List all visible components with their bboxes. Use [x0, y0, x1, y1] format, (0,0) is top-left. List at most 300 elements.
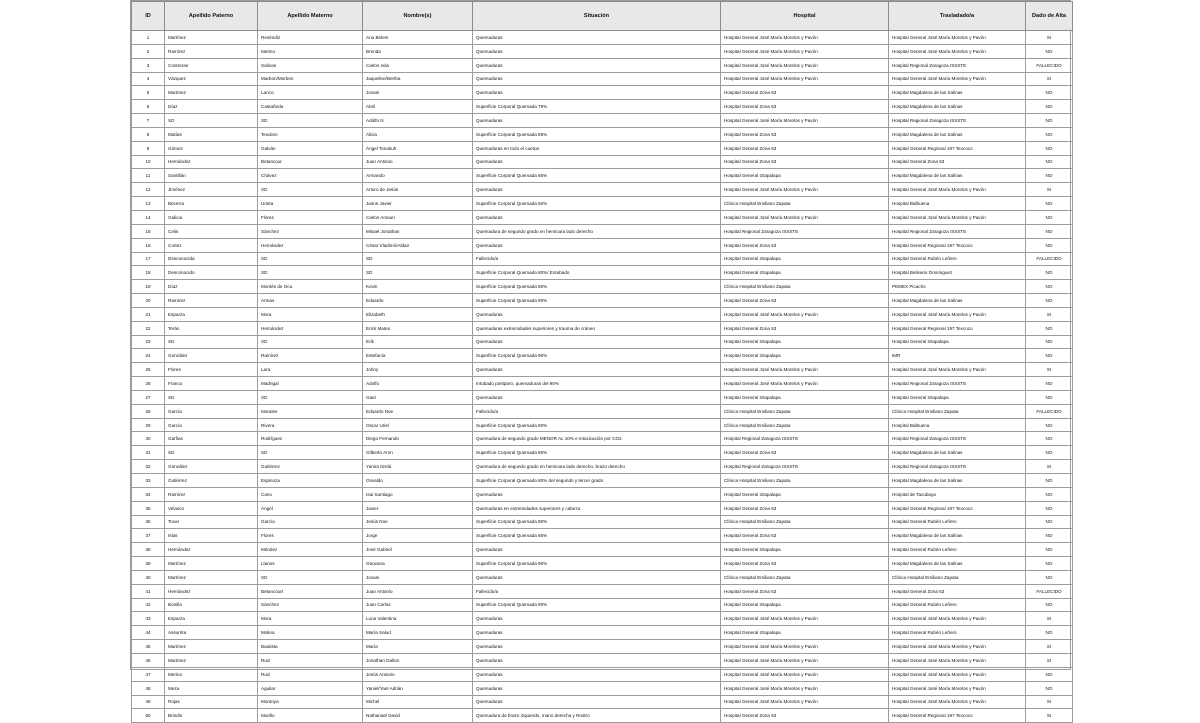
cell-tras: Hospital General Rubén Leñero: [889, 598, 1026, 612]
cell-nom: César Vladimir/Aldair: [363, 238, 473, 252]
cell-pat: SD: [165, 335, 258, 349]
cell-pat: González: [165, 460, 258, 474]
table-row: [132, 487, 1073, 501]
cell-id: 24: [132, 349, 165, 363]
column-header-nom[interactable]: Nombre(s): [363, 2, 473, 31]
table-row: [132, 114, 1073, 128]
table-row: [132, 266, 1073, 280]
cell-id: 41: [132, 584, 165, 598]
cell-alta: NO: [1026, 224, 1073, 238]
cell-nom: Brenda: [363, 44, 473, 58]
cell-tras: Hospital Belisario Domínguez: [889, 266, 1026, 280]
cell-mat: Chávez: [258, 169, 363, 183]
cell-id: 44: [132, 626, 165, 640]
cell-alta: FALLECIDO: [1026, 584, 1073, 598]
cell-sit: Superficie Corporal Quemada 80%: [473, 418, 721, 432]
cell-nom: Ángel Tonatiuh: [363, 141, 473, 155]
cell-hosp: Hospital General José María Morelos y Pavón: [721, 377, 889, 391]
cell-alta: NO: [1026, 390, 1073, 404]
cell-hosp: Hospital General José María Morelos y Pavón: [721, 363, 889, 377]
cell-hosp: Hospital General José María Morelos y Pavón: [721, 58, 889, 72]
cell-pat: Bonilla: [165, 598, 258, 612]
cell-alta: NO: [1026, 515, 1073, 529]
cell-mat: SD: [258, 335, 363, 349]
cell-mat: Flores: [258, 529, 363, 543]
cell-hosp: Hospital General Iztapalapa: [721, 252, 889, 266]
cell-id: 47: [132, 667, 165, 681]
cell-alta: NO: [1026, 127, 1073, 141]
cell-tras: Hospital General José María Morelos y Pavón: [889, 667, 1026, 681]
cell-sit: Superficie Corporal Quemada 90%: [473, 294, 721, 308]
cell-tras: Hospital Regional Zaragoza ISSSTE: [889, 114, 1026, 128]
cell-sit: Superficie Corporal Quemada 90%: [473, 349, 721, 363]
column-header-tras[interactable]: Trasladado/a: [889, 2, 1026, 31]
cell-tras: Hospital General José María Morelos y Pavón: [889, 307, 1026, 321]
cell-alta: SI: [1026, 183, 1073, 197]
cell-tras: Hospital Magdalena de las Salinas: [889, 100, 1026, 114]
cell-mat: Betancour: [258, 155, 363, 169]
cell-pat: Ramírez: [165, 487, 258, 501]
cell-sit: Quemaduras: [473, 155, 721, 169]
cell-id: 14: [132, 210, 165, 224]
cell-nom: Javier: [363, 501, 473, 515]
cell-mat: Sánchez: [258, 598, 363, 612]
cell-alta: NO: [1026, 155, 1073, 169]
cell-tras: Hospital General Rubén Leñero: [889, 543, 1026, 557]
table-row: [132, 58, 1073, 72]
cell-sit: Quemaduras: [473, 238, 721, 252]
cell-alta: NO: [1026, 418, 1073, 432]
cell-alta: NO: [1026, 626, 1073, 640]
cell-alta: NO: [1026, 487, 1073, 501]
cell-id: 18: [132, 266, 165, 280]
table-row: [132, 183, 1073, 197]
cell-nom: Adolfo: [363, 377, 473, 391]
cell-id: 17: [132, 252, 165, 266]
cell-pat: Gutiérrez: [165, 474, 258, 488]
table-row: [132, 155, 1073, 169]
cell-pat: Esparza: [165, 612, 258, 626]
cell-nom: Carlos Iván: [363, 58, 473, 72]
table-body: [132, 31, 1073, 723]
cell-pat: Ramírez: [165, 44, 258, 58]
cell-tras: Hospital General José María Morelos y Pavón: [889, 363, 1026, 377]
cell-sit: Quemaduras: [473, 31, 721, 45]
cell-mat: Molina: [258, 626, 363, 640]
cell-id: 21: [132, 307, 165, 321]
cell-nom: Yanira Itzelá: [363, 460, 473, 474]
column-header-hosp[interactable]: Hospital: [721, 2, 889, 31]
cell-id: 15: [132, 224, 165, 238]
cell-id: 32: [132, 460, 165, 474]
cell-mat: SD: [258, 446, 363, 460]
cell-sit: Quemaduras: [473, 114, 721, 128]
cell-sit: Superficie Corporal Quemada 90%: [473, 515, 721, 529]
cell-mat: Merino: [258, 44, 363, 58]
cell-hosp: Hospital General Zona 53: [721, 127, 889, 141]
cell-hosp: Hospital General Zona 53: [721, 86, 889, 100]
cell-mat: Llanos: [258, 557, 363, 571]
table-row: [132, 238, 1073, 252]
cell-nom: Armando: [363, 169, 473, 183]
cell-nom: Erik: [363, 335, 473, 349]
cell-nom: Johny: [363, 363, 473, 377]
cell-tras: Clínica Hospital Emiliano Zapata: [889, 570, 1026, 584]
cell-tras: Hospital Magdalena de las Salinas: [889, 169, 1026, 183]
cell-id: 19: [132, 280, 165, 294]
cell-pat: Meza: [165, 681, 258, 695]
cell-mat: SD: [258, 114, 363, 128]
table-row: [132, 349, 1073, 363]
cell-hosp: Hospital General José María Morelos y Pavón: [721, 681, 889, 695]
cell-mat: Rivera: [258, 418, 363, 432]
table-row: [132, 432, 1073, 446]
table-row: [132, 100, 1073, 114]
cell-id: 31: [132, 446, 165, 460]
cell-pat: García: [165, 418, 258, 432]
registry-sheet: [130, 0, 1071, 719]
table-row: [132, 86, 1073, 100]
cell-hosp: Hospital General José María Morelos y Pavón: [721, 44, 889, 58]
cell-alta: NO: [1026, 100, 1073, 114]
cell-hosp: Hospital General Iztapalapa: [721, 598, 889, 612]
cell-hosp: Hospital General Zona 53: [721, 321, 889, 335]
cell-sit: Quemaduras: [473, 681, 721, 695]
cell-hosp: Clínica Hospital Emiliano Zapata: [721, 570, 889, 584]
table-row: [132, 626, 1073, 640]
cell-tras: Hospital de Tacubaya: [889, 487, 1026, 501]
cell-pat: Martínez: [165, 570, 258, 584]
cell-hosp: Hospital General Iztapalapa: [721, 169, 889, 183]
cell-id: 33: [132, 474, 165, 488]
table-row: [132, 377, 1073, 391]
column-header-mat[interactable]: Apellido Materno: [258, 2, 363, 31]
cell-id: 34: [132, 487, 165, 501]
cell-id: 25: [132, 363, 165, 377]
cell-sit: Quemaduras: [473, 640, 721, 654]
table-row: [132, 709, 1073, 723]
cell-mat: Gutiérrez: [258, 460, 363, 474]
cell-hosp: Hospital Regional Zaragoza ISSSTE: [721, 432, 889, 446]
cell-hosp: Hospital General Iztapalapa: [721, 266, 889, 280]
cell-nom: Nathanael David: [363, 709, 473, 723]
cell-sit: Quemadura de segundo grado en hemicara lado derecho: [473, 224, 721, 238]
cell-mat: Montoya: [258, 695, 363, 709]
cell-pat: Martínez: [165, 31, 258, 45]
cell-id: 10: [132, 155, 165, 169]
cell-hosp: Hospital Regional Zaragoza ISSSTE: [721, 224, 889, 238]
cell-alta: NO: [1026, 321, 1073, 335]
table-row: [132, 501, 1073, 515]
cell-sit: Superficie Corporal Quemada 80%: [473, 446, 721, 460]
cell-mat: Urieta: [258, 197, 363, 211]
cell-hosp: Hospital General José María Morelos y Pavón: [721, 653, 889, 667]
cell-id: 20: [132, 294, 165, 308]
cell-hosp: Hospital General José María Morelos y Pavón: [721, 183, 889, 197]
cell-sit: Quemaduras extremidades superiores y trauma de cráneo: [473, 321, 721, 335]
cell-id: 23: [132, 335, 165, 349]
cell-alta: NO: [1026, 501, 1073, 515]
cell-tras: Hospital General Regional 197 Texcoco: [889, 321, 1026, 335]
cell-tras: Hospital Magdalena de las Salinas: [889, 446, 1026, 460]
cell-nom: Abril: [363, 100, 473, 114]
cell-sit: Quemaduras: [473, 612, 721, 626]
table-row: [132, 529, 1073, 543]
cell-pat: Matías: [165, 127, 258, 141]
cell-sit: Quemaduras: [473, 695, 721, 709]
cell-hosp: Clínica Hospital Emiliano Zapata: [721, 474, 889, 488]
cell-id: 12: [132, 183, 165, 197]
cell-pat: Galicia: [165, 210, 258, 224]
cell-hosp: Hospital General Iztapalapa: [721, 390, 889, 404]
cell-mat: Castañeda: [258, 100, 363, 114]
cell-mat: Madrigal: [258, 377, 363, 391]
cell-sit: Superficie Corporal Quemada 80%/ Entubado: [473, 266, 721, 280]
cell-sit: Quemadura de segundo grado MENOR AL 10% e intoxicación por CO2: [473, 432, 721, 446]
table-row: [132, 390, 1073, 404]
cell-tras: Hospital Balbuena: [889, 197, 1026, 211]
table-row: [132, 446, 1073, 460]
cell-nom: Yaniel/Yael Adrián: [363, 681, 473, 695]
cell-pat: Terán: [165, 321, 258, 335]
cell-nom: Kevin: [363, 280, 473, 294]
cell-sit: Quemaduras: [473, 58, 721, 72]
cell-sit: Superficie Corporal Quemada 85%: [473, 529, 721, 543]
cell-nom: Jovani: [363, 570, 473, 584]
table-row: [132, 695, 1073, 709]
cell-tras: Hospital Magdalena de las Salinas: [889, 557, 1026, 571]
cell-sit: Quemaduras: [473, 626, 721, 640]
table-row: [132, 653, 1073, 667]
cell-pat: García: [165, 404, 258, 418]
cell-pat: Esparza: [165, 307, 258, 321]
cell-alta: FALLECIDO: [1026, 58, 1073, 72]
cell-pat: SD: [165, 390, 258, 404]
table-row: [132, 141, 1073, 155]
cell-hosp: Hospital General José María Morelos y Pavón: [721, 210, 889, 224]
cell-sit: Quemaduras: [473, 210, 721, 224]
cell-nom: Isai Santiago: [363, 487, 473, 501]
cell-tras: Hospital General José María Morelos y Pavón: [889, 695, 1026, 709]
cell-mat: Rodríguez: [258, 432, 363, 446]
cell-hosp: Hospital General José María Morelos y Pavón: [721, 31, 889, 45]
cell-tras: Hospital General José María Morelos y Pavón: [889, 31, 1026, 45]
cell-pat: Islas: [165, 529, 258, 543]
cell-sit: Superficie Corporal Quemada 90%: [473, 598, 721, 612]
cell-nom: SD: [363, 266, 473, 280]
cell-pat: Hernández: [165, 155, 258, 169]
table-row: [132, 418, 1073, 432]
cell-pat: Celis: [165, 224, 258, 238]
cell-pat: Rojas: [165, 695, 258, 709]
cell-tras: Hospital General Iztapalapa: [889, 390, 1026, 404]
cell-hosp: Clínica Hospital Emiliano Zapata: [721, 404, 889, 418]
cell-sit: Quemaduras: [473, 44, 721, 58]
table-row: [132, 127, 1073, 141]
cell-sit: Quemaduras: [473, 183, 721, 197]
cell-nom: Luna Valentina: [363, 612, 473, 626]
cell-nom: Erick Mateo: [363, 321, 473, 335]
column-header-pat[interactable]: Apellido Paterno: [165, 2, 258, 31]
cell-nom: Jonathan Dalton: [363, 653, 473, 667]
cell-alta: SI: [1026, 640, 1073, 654]
cell-sit: Quemadura de brazo izquierdo, mano derecha y Rostro: [473, 709, 721, 723]
cell-hosp: Clínica Hospital Emiliano Zapata: [721, 197, 889, 211]
cell-id: 27: [132, 390, 165, 404]
cell-mat: Ruiz: [258, 653, 363, 667]
cell-mat: Espinoza: [258, 474, 363, 488]
cell-tras: Hospital Regional Zaragoza ISSSTE: [889, 58, 1026, 72]
cell-alta: SI: [1026, 72, 1073, 86]
cell-pat: Cortez: [165, 238, 258, 252]
cell-sit: Quemaduras: [473, 390, 721, 404]
cell-hosp: Hospital General Zona 53: [721, 501, 889, 515]
cell-id: 16: [132, 238, 165, 252]
cell-hosp: Hospital General Zona 53: [721, 155, 889, 169]
cell-tras: Hospital General Rubén Leñero: [889, 252, 1026, 266]
column-header-id[interactable]: ID: [132, 2, 165, 31]
cell-alta: SI: [1026, 653, 1073, 667]
cell-tras: Hospital General Iztapalapa: [889, 335, 1026, 349]
table-row: [132, 252, 1073, 266]
cell-sit: Fallecido/a: [473, 252, 721, 266]
cell-tras: Hospital General José María Morelos y Pavón: [889, 72, 1026, 86]
cell-hosp: Hospital General Iztapalapa: [721, 543, 889, 557]
cell-tras: Hospital General José María Morelos y Pavón: [889, 612, 1026, 626]
cell-tras: Hospital General José María Morelos y Pavón: [889, 210, 1026, 224]
cell-hosp: Clínica Hospital Emiliano Zapata: [721, 515, 889, 529]
cell-id: 37: [132, 529, 165, 543]
cell-mat: Ruiz: [258, 667, 363, 681]
cell-pat: Contreras: [165, 58, 258, 72]
column-header-alta[interactable]: Dado de Alta: [1026, 2, 1073, 31]
cell-hosp: Hospital General Iztapalapa: [721, 487, 889, 501]
cell-pat: Ramírez: [165, 294, 258, 308]
cell-hosp: Hospital General Zona 53: [721, 584, 889, 598]
cell-id: 9: [132, 141, 165, 155]
cell-nom: Carlos Amauri: [363, 210, 473, 224]
table-row: [132, 612, 1073, 626]
cell-pat: Díaz: [165, 280, 258, 294]
cell-mat: Lara: [258, 363, 363, 377]
cell-alta: SI: [1026, 695, 1073, 709]
cell-nom: Adolfo N: [363, 114, 473, 128]
cell-id: 30: [132, 432, 165, 446]
cell-mat: Murillo: [258, 709, 363, 723]
cell-pat: Jiménez: [165, 183, 258, 197]
cell-alta: FALLECIDO: [1026, 404, 1073, 418]
cell-id: 49: [132, 695, 165, 709]
cell-nom: Alicia: [363, 127, 473, 141]
cell-alta: NO: [1026, 335, 1073, 349]
column-header-sit[interactable]: Situación: [473, 2, 721, 31]
cell-nom: Geovana: [363, 557, 473, 571]
cell-hosp: Hospital General José María Morelos y Pavón: [721, 640, 889, 654]
cell-hosp: Hospital General José María Morelos y Pavón: [721, 667, 889, 681]
cell-mat: Cano: [258, 487, 363, 501]
table-row: [132, 667, 1073, 681]
cell-sit: Quemaduras: [473, 667, 721, 681]
cell-tras: Hospital General José María Morelos y Pavón: [889, 44, 1026, 58]
table-row: [132, 584, 1073, 598]
cell-sit: Quemaduras: [473, 86, 721, 100]
cell-id: 4: [132, 72, 165, 86]
cell-alta: NO: [1026, 349, 1073, 363]
cell-mat: Mora: [258, 612, 363, 626]
cell-nom: Juan Carlos: [363, 598, 473, 612]
cell-mat: SD: [258, 266, 363, 280]
cell-mat: Ángel: [258, 501, 363, 515]
cell-tras: Hospital General Rubén Leñero: [889, 626, 1026, 640]
cell-tras: Hospital Balbuena: [889, 418, 1026, 432]
cell-mat: Lanco: [258, 86, 363, 100]
cell-pat: Martínez: [165, 557, 258, 571]
cell-pat: Becerra: [165, 197, 258, 211]
cell-id: 29: [132, 418, 165, 432]
cell-id: 38: [132, 543, 165, 557]
cell-nom: Eduardo: [363, 294, 473, 308]
cell-mat: Sánchez: [258, 224, 363, 238]
victims-registry-table: [131, 1, 1073, 723]
cell-id: 43: [132, 612, 165, 626]
cell-hosp: Clínica Hospital Emiliano Zapata: [721, 418, 889, 432]
cell-id: 45: [132, 640, 165, 654]
cell-tras: Hospital Regional Zaragoza ISSSTE: [889, 224, 1026, 238]
cell-hosp: Hospital General Iztapalapa: [721, 335, 889, 349]
cell-tras: Hospital General Regional 197 Texcoco: [889, 238, 1026, 252]
cell-tras: Hospital General Zona 53: [889, 584, 1026, 598]
cell-sit: Quemaduras: [473, 72, 721, 86]
cell-mat: Montés de Oca: [258, 280, 363, 294]
cell-sit: Quemaduras: [473, 307, 721, 321]
cell-nom: Michel: [363, 695, 473, 709]
cell-mat: García: [258, 515, 363, 529]
cell-sit: Superficie Corporal Quemada 85%: [473, 127, 721, 141]
cell-sit: Quemaduras: [473, 653, 721, 667]
cell-tras: Hospital General José María Morelos y Pavón: [889, 653, 1026, 667]
table-row: [132, 307, 1073, 321]
cell-mat: SD: [258, 390, 363, 404]
cell-hosp: Hospital General Zona 53: [721, 100, 889, 114]
cell-pat: Hernández: [165, 543, 258, 557]
cell-nom: Eduardo Noe: [363, 404, 473, 418]
cell-nom: Osvaldo: [363, 474, 473, 488]
cell-sit: Intubado postparo, quemaduras del 90%: [473, 377, 721, 391]
cell-pat: Martínez: [165, 86, 258, 100]
cell-alta: NO: [1026, 280, 1073, 294]
cell-id: 48: [132, 681, 165, 695]
table-row: [132, 570, 1073, 584]
table-row: [132, 197, 1073, 211]
cell-id: 42: [132, 598, 165, 612]
cell-tras: Hospital Regional Zaragoza ISSSTE: [889, 460, 1026, 474]
cell-id: 36: [132, 515, 165, 529]
table-row: [132, 404, 1073, 418]
cell-id: 46: [132, 653, 165, 667]
cell-nom: Arturo de Jesús: [363, 183, 473, 197]
cell-hosp: Hospital General Zona 53: [721, 709, 889, 723]
cell-mat: SD: [258, 183, 363, 197]
cell-alta: NO: [1026, 446, 1073, 460]
cell-tras: Hospital General Zona 53: [889, 155, 1026, 169]
cell-hosp: Hospital General Zona 53: [721, 446, 889, 460]
cell-id: 5: [132, 86, 165, 100]
cell-alta: NO: [1026, 86, 1073, 100]
table-row: [132, 294, 1073, 308]
cell-sit: Fallecido/a: [473, 584, 721, 598]
cell-sit: Superficie Corporal Quemada 80%: [473, 280, 721, 294]
cell-hosp: Hospital General José María Morelos y Pavón: [721, 307, 889, 321]
